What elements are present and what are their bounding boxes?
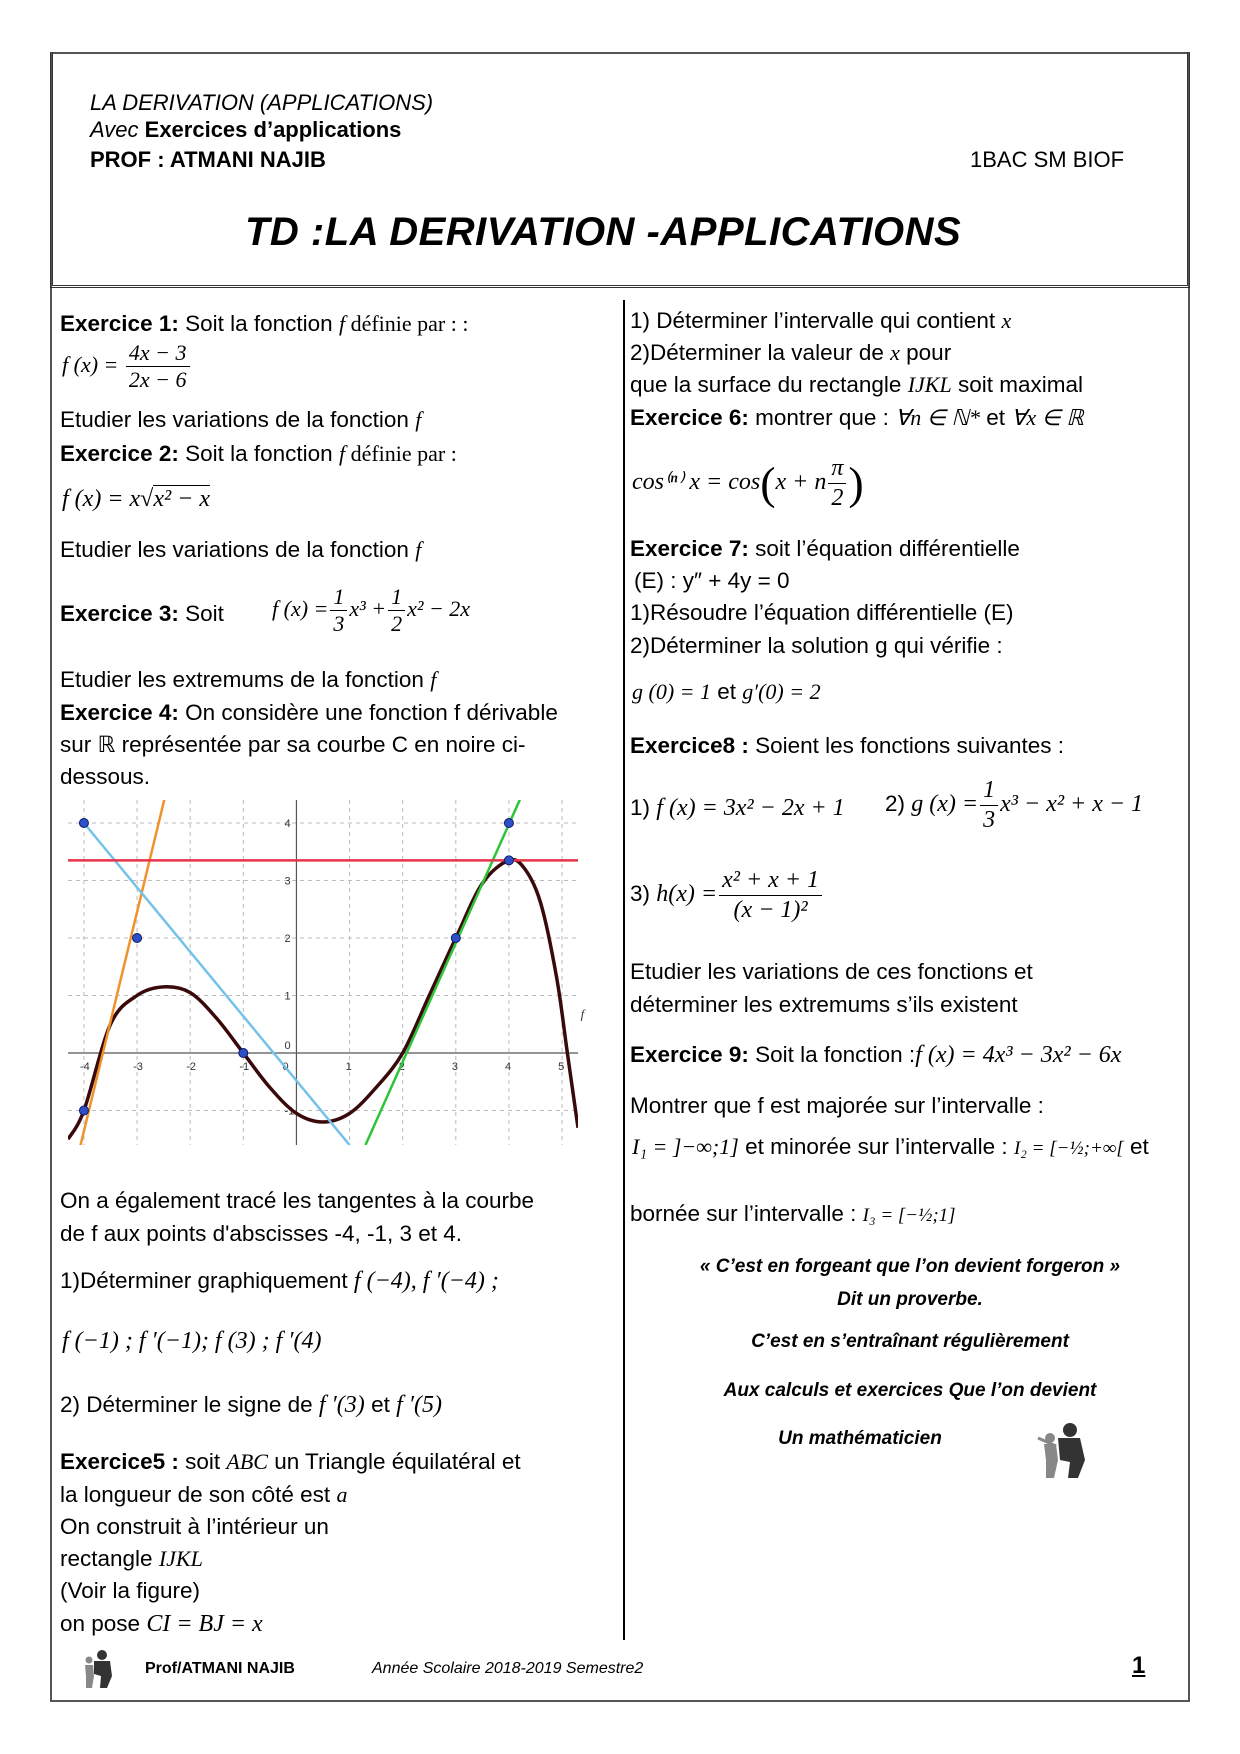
ex9-heading: Exercice 9: Soit la fonction :f (x) = 4x³ − 3x² − 6x: [630, 1042, 1122, 1068]
x-tick-label: -2: [186, 1061, 196, 1073]
ex4-line2: sur ℝ représentée par sa courbe C en noire ci-: [60, 732, 526, 757]
data-point: [133, 934, 142, 943]
x-tick-label: -4: [79, 1061, 90, 1073]
r-line1: 1) Déterminer l’intervalle qui contient x: [630, 308, 1012, 333]
quote-line3: C’est en s’entraînant régulièrement: [751, 1331, 1069, 1352]
ex5-line2: la longueur de son côté est a: [60, 1482, 348, 1507]
ex7-q1: 1)Résoudre l’équation différentielle (E): [630, 600, 1014, 625]
ex8-task2: déterminer les extremums s’ils existent: [630, 992, 1018, 1017]
r-line2: 2)Déterminer la valeur de x pour: [630, 340, 952, 365]
data-point: [79, 1106, 88, 1115]
x-tick-label: -1: [239, 1061, 250, 1073]
series-tangent-at--1: [84, 823, 350, 1145]
series-tangent-at-3: [366, 789, 525, 1146]
ex7-heading: Exercice 7: soit l’équation différentielle: [630, 536, 1020, 561]
ex5-line6: on pose CI = BJ = x: [60, 1611, 263, 1637]
class-level: 1BAC SM BIOF: [970, 147, 1125, 172]
x-tick-label: 1: [345, 1061, 352, 1073]
footer-year: Année Scolaire 2018-2019 Semestre2: [372, 1660, 644, 1677]
ex4-after2: de f aux points d'abscisses -4, -1, 3 et 4.: [60, 1221, 463, 1246]
ex3-task: Etudier les extremums de la fonction f: [60, 667, 437, 692]
quote-line1: « C’est en forgeant que l’on devient forgeron »: [699, 1256, 1121, 1277]
ex1-task: Etudier les variations de la fonction f: [60, 407, 422, 432]
x-tick-label: 4: [504, 1061, 512, 1073]
data-point: [239, 1049, 248, 1058]
y-tick-label: -1: [284, 1105, 295, 1118]
ex4-after1: On a également tracé les tangentes à la courbe: [60, 1188, 535, 1213]
ex6-heading: Exercice 6: montrer que : ∀n ∈ ℕ* et ∀x ∈ ℝ: [630, 405, 1084, 430]
ex7-equation: (E) : y″ + 4y = 0: [634, 568, 790, 593]
y-tick-label: 1: [284, 990, 291, 1003]
ex2-formula: f (x) = x√x² − x: [62, 486, 211, 512]
data-point: [504, 819, 513, 828]
x-tick-label: 3: [451, 1061, 458, 1073]
ex6-formula: cos⁽ⁿ⁾ x = cos(x + n $\frac{\pi}{2}$ ): [632, 455, 864, 511]
ex4-q1-line2: f (−1) ; f ′(−1); f (3) ; f ′(4): [62, 1328, 322, 1354]
quote-line2: Dit un proverbe.: [837, 1289, 983, 1310]
doc-subtitle: LA DERIVATION (APPLICATIONS): [90, 90, 434, 115]
ex7-conditions: g (0) = 1 et g′(0) = 2: [632, 679, 821, 704]
function-graph: [68, 800, 585, 1145]
x-tick-label: 0: [282, 1061, 289, 1073]
ex1-heading: Exercice 1: Soit la fonction f définie par : :: [60, 311, 469, 336]
ex2-heading: Exercice 2: Soit la fonction f définie par :: [60, 441, 457, 466]
ex8-g: 2) g (x) = $\frac{1}{3}$ x³ − x² + x − 1: [885, 777, 1144, 833]
ex4-line3: dessous.: [60, 764, 151, 789]
page-number: 1: [1132, 1652, 1146, 1679]
ex9-line2: Montrer que f est majorée sur l’intervalle :: [630, 1093, 1044, 1118]
ex7-q2: 2)Déterminer la solution g qui vérifie :: [630, 633, 1003, 658]
teacher-student-icon: [1030, 1420, 1090, 1480]
footer-author: Prof/ATMANI NAJIB: [145, 1660, 295, 1677]
ex3-formula: f (x) = $\frac{1}{3}$ x³ + $\frac{1}{2}$ x² − 2x: [272, 584, 471, 637]
y-tick-label: 2: [284, 933, 291, 945]
series-f: [68, 860, 578, 1140]
curve-label: f: [580, 1006, 585, 1022]
ex4-q1: 1)Déterminer graphiquement f (−4), f ′(−4) ;: [60, 1268, 499, 1294]
footer-logo-icon: [80, 1648, 114, 1688]
quote-line5: Un mathématicien: [778, 1428, 942, 1449]
ex3-heading: Exercice 3: Soit: [60, 601, 224, 626]
page-title: TD :LA DERIVATION -APPLICATIONS: [245, 210, 962, 254]
ex4-heading: Exercice 4: On considère une fonction f dérivable: [60, 700, 558, 725]
ex8-task1: Etudier les variations de ces fonctions et: [630, 959, 1033, 984]
x-tick-label: -3: [133, 1061, 143, 1073]
ex8-h: 3) h(x) = $\frac{\text{x² + x + 1}}{\text{(x − 1)²}}$: [630, 866, 824, 925]
data-point: [451, 934, 460, 943]
ex8-f: 1) f (x) = 3x² − 2x + 1: [630, 795, 845, 821]
series-tangent-at--4: [68, 737, 180, 1197]
ex5-line5: (Voir la figure): [60, 1578, 201, 1603]
y-tick-label: 4: [284, 818, 291, 830]
ex2-task: Etudier les variations de la fonction f: [60, 537, 422, 562]
x-tick-label: 2: [398, 1061, 405, 1073]
quote-line4: Aux calculs et exercices Que l’on devient: [723, 1380, 1097, 1401]
ex5-line4: rectangle IJKL: [60, 1546, 203, 1571]
ex9-line3: I₁ = ]−∞;1] et minorée sur l’intervalle : I₂ = [−½;+∞[ et: [632, 1134, 1149, 1159]
y-tick-label: 3: [284, 875, 291, 888]
data-point: [504, 856, 513, 865]
ex9-line4: bornée sur l’intervalle : I₃ = [−½;1]: [630, 1201, 956, 1226]
prof-name: PROF : ATMANI NAJIB: [90, 147, 326, 172]
ex1-formula: f (x) = $\frac{4x - 3}{2x - 6}$: [62, 340, 192, 394]
ex8-heading: Exercice8 : Soient les fonctions suivantes :: [630, 733, 1065, 758]
data-point: [79, 819, 88, 828]
y-tick-label: 0: [284, 1040, 291, 1052]
r-line3: que la surface du rectangle IJKL soit maximal: [630, 372, 1083, 397]
ex5-line3: On construit à l’intérieur un: [60, 1514, 329, 1539]
doc-subtitle-2: Avec Exercices d’applications: [90, 117, 402, 142]
ex5-heading: Exercice5 : soit ABC un Triangle équilatéral et: [60, 1449, 521, 1474]
x-tick-label: 5: [558, 1061, 565, 1073]
ex4-q2: 2) Déterminer le signe de f ′(3) et f ′(5): [60, 1392, 442, 1418]
